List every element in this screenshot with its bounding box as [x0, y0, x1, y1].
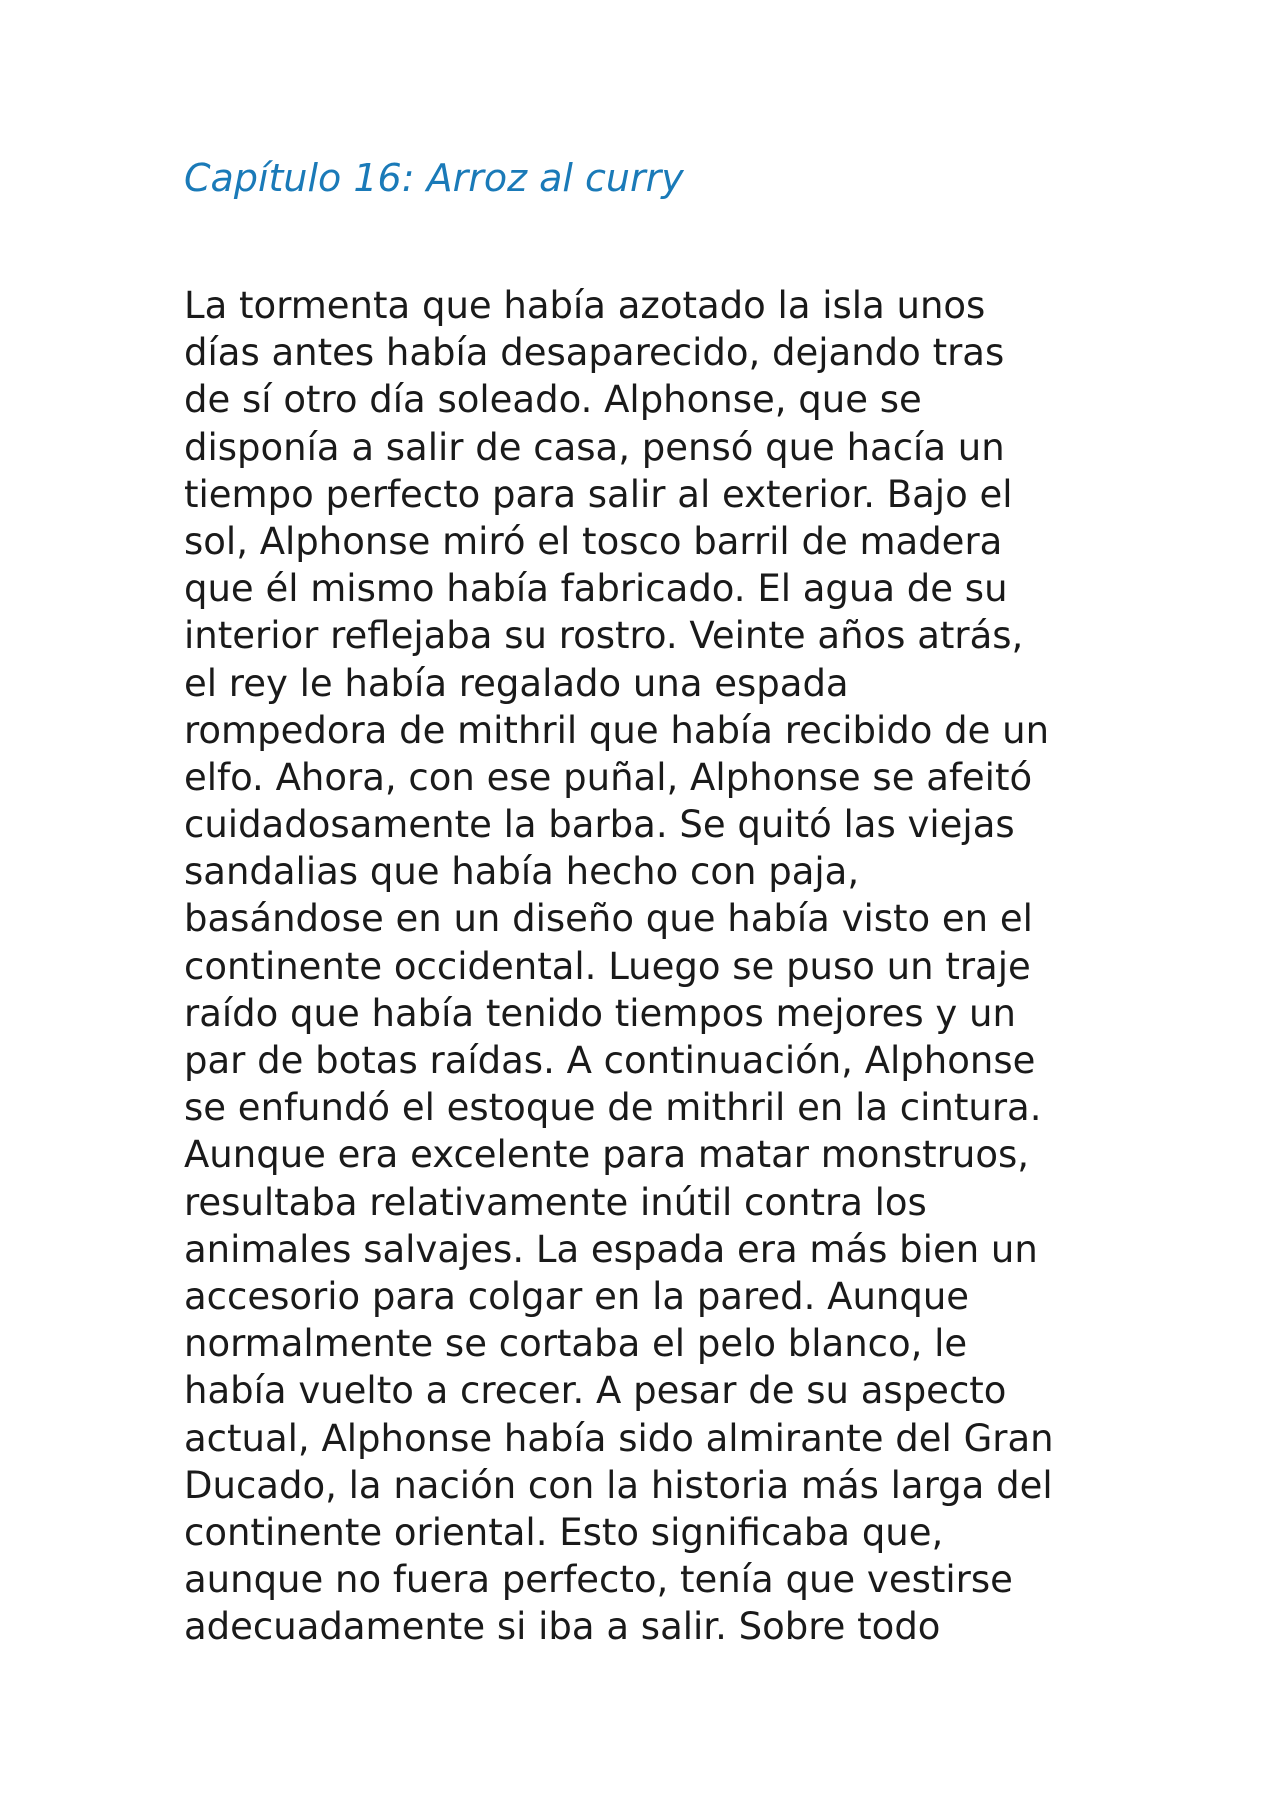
text-line: rompedora de mithril que había recibido de un: [184, 708, 1050, 752]
text-line: que él mismo había fabricado. El agua de su: [184, 567, 1008, 611]
text-line: Ducado, la nación con la historia más larga del: [184, 1463, 1053, 1507]
text-line: elfo. Ahora, con ese puñal, Alphonse se afeitó: [184, 755, 1033, 799]
text-line: sandalias que había hecho con paja,: [184, 850, 860, 894]
text-line: resultaba relativamente inútil contra los: [184, 1180, 927, 1224]
text-line: tiempo perfecto para salir al exterior. Bajo el: [184, 472, 1013, 516]
text-line: La tormenta que había azotado la isla unos: [184, 284, 986, 327]
text-line: raído que había tenido tiempos mejores y un: [184, 991, 1016, 1035]
chapter-body: [184, 282, 1164, 1650]
text-line: normalmente se cortaba el pelo blanco, le: [184, 1322, 968, 1366]
text-line: animales salvajes. La espada era más bien un: [184, 1227, 1038, 1271]
text-line: el rey le había regalado una espada: [184, 661, 849, 705]
text-line: se enfundó el estoque de mithril en la cintura.: [184, 1086, 1042, 1130]
text-line: continente oriental. Esto significaba que,: [184, 1510, 944, 1554]
text-line: cuidadosamente la barba. Se quitó las viejas: [184, 803, 1015, 847]
text-line: días antes había desaparecido, dejando tras: [184, 331, 1005, 375]
text-line: disponía a salir de casa, pensó que hacía un: [184, 425, 1005, 469]
chapter-title: Capítulo 16: Arroz al curry: [184, 156, 684, 200]
text-line: sol, Alphonse miró el tosco barril de madera: [184, 519, 1003, 563]
text-line: par de botas raídas. A continuación, Alphonse: [184, 1039, 1036, 1082]
text-line: había vuelto a crecer. A pesar de su aspecto: [184, 1369, 1007, 1413]
text-line: accesorio para colgar en la pared. Aunque: [184, 1274, 970, 1318]
text-line: adecuadamente si iba a salir. Sobre todo: [184, 1605, 941, 1649]
text-line: continente occidental. Luego se puso un traje: [184, 944, 1031, 988]
text-line: interior reflejaba su rostro. Veinte años atrás,: [184, 614, 1024, 658]
text-line: de sí otro día soleado. Alphonse, que se: [184, 378, 922, 422]
text-line: Aunque era excelente para matar monstruos,: [184, 1133, 1030, 1177]
text-line: basándose en un diseño que había visto en el: [184, 897, 1033, 941]
text-line: actual, Alphonse había sido almirante del Gran: [184, 1416, 1054, 1460]
text-line: aunque no fuera perfecto, tenía que vestirse: [184, 1558, 1013, 1602]
